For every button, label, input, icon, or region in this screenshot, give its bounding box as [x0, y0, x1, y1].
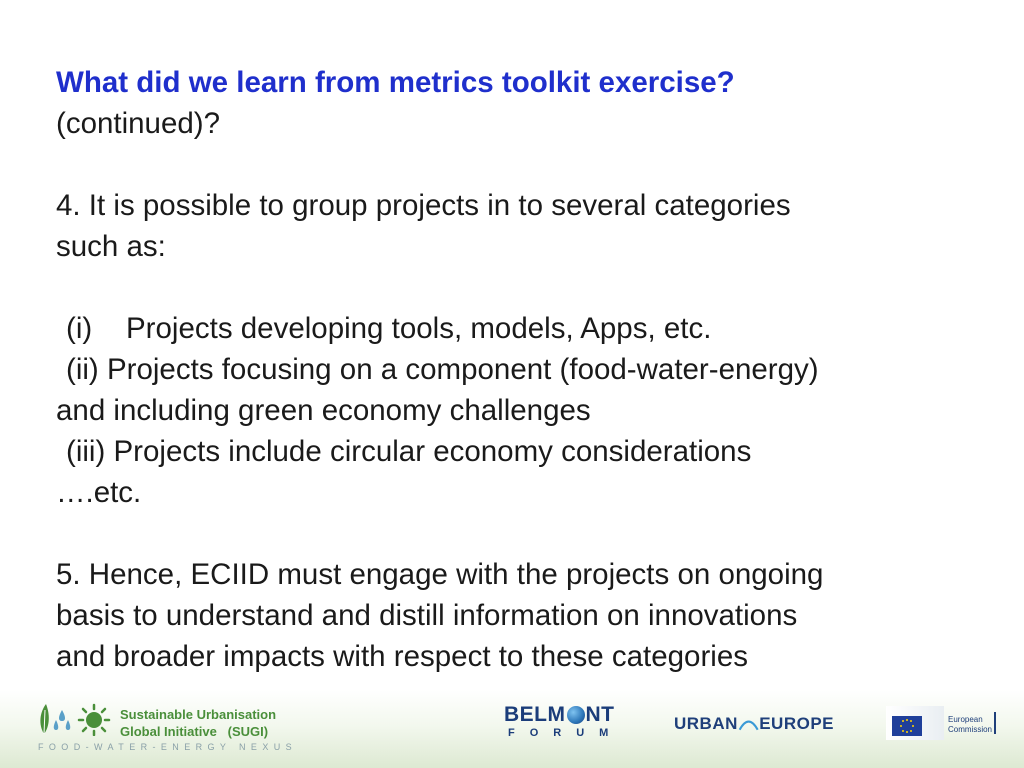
belmont-right: NT	[585, 703, 615, 726]
sugi-line-1: Sustainable Urbanisation	[120, 707, 277, 722]
spacer	[56, 144, 976, 185]
list-item-iii: (iii) Projects include circular economy considerations	[66, 435, 752, 468]
point-5-line-1: 5. Hence, ECIID must engage with the projects on ongoing	[56, 558, 824, 591]
sugi-wordmark	[120, 706, 276, 740]
slide-content	[56, 62, 976, 677]
point-5-line-2: basis to understand and distill information on innovations	[56, 599, 798, 632]
list-item-ii-line-1: (ii) Projects focusing on a component (food-water-energy)	[66, 353, 819, 386]
belmont-wordmark	[504, 704, 616, 726]
sugi-line-2	[120, 723, 276, 740]
european-commission-logo	[886, 706, 998, 744]
point-4-line-2: such as:	[56, 230, 166, 263]
spacer	[56, 513, 976, 554]
sugi-line-2a: Global Initiative	[120, 724, 217, 739]
belmont-sub: FORUM	[508, 727, 624, 739]
belmont-left: BELM	[504, 703, 566, 726]
sugi-tagline: FOOD-WATER-ENERGY NEXUS	[38, 742, 298, 752]
sugi-logo	[36, 698, 306, 758]
point-4-line-1: 4. It is possible to group projects in to several categories	[56, 189, 791, 222]
sugi-leaf-drop-sun-icon	[36, 702, 112, 736]
eu-flag-icon	[892, 716, 922, 736]
ec-wordmark	[948, 715, 992, 735]
sugi-line-2b: (SUGI)	[227, 724, 269, 739]
urban-right: EUROPE	[759, 714, 834, 733]
ec-divider	[994, 712, 996, 734]
arc-icon	[738, 715, 759, 733]
footer-logo-bar	[0, 690, 1024, 768]
list-item-i	[56, 308, 976, 349]
belmont-forum-logo	[504, 703, 624, 750]
list-item-ii-line-2: and including green economy challenges	[56, 394, 591, 427]
list-marker-i: (i)	[66, 312, 93, 345]
slide-title: What did we learn from metrics toolkit exercise?	[56, 66, 735, 99]
etc-line: ….etc.	[56, 476, 142, 509]
urban-left: URBAN	[674, 714, 738, 733]
globe-icon	[567, 706, 585, 724]
slide-subtitle: (continued)?	[56, 107, 220, 140]
list-item-i-text: Projects developing tools, models, Apps, etc.	[126, 312, 712, 345]
ec-line-2: Commission	[948, 725, 993, 734]
ec-line-1: European	[948, 715, 983, 724]
urban-europe-logo	[674, 712, 834, 736]
spacer	[56, 267, 976, 308]
point-5-line-3: and broader impacts with respect to these categories	[56, 640, 748, 673]
